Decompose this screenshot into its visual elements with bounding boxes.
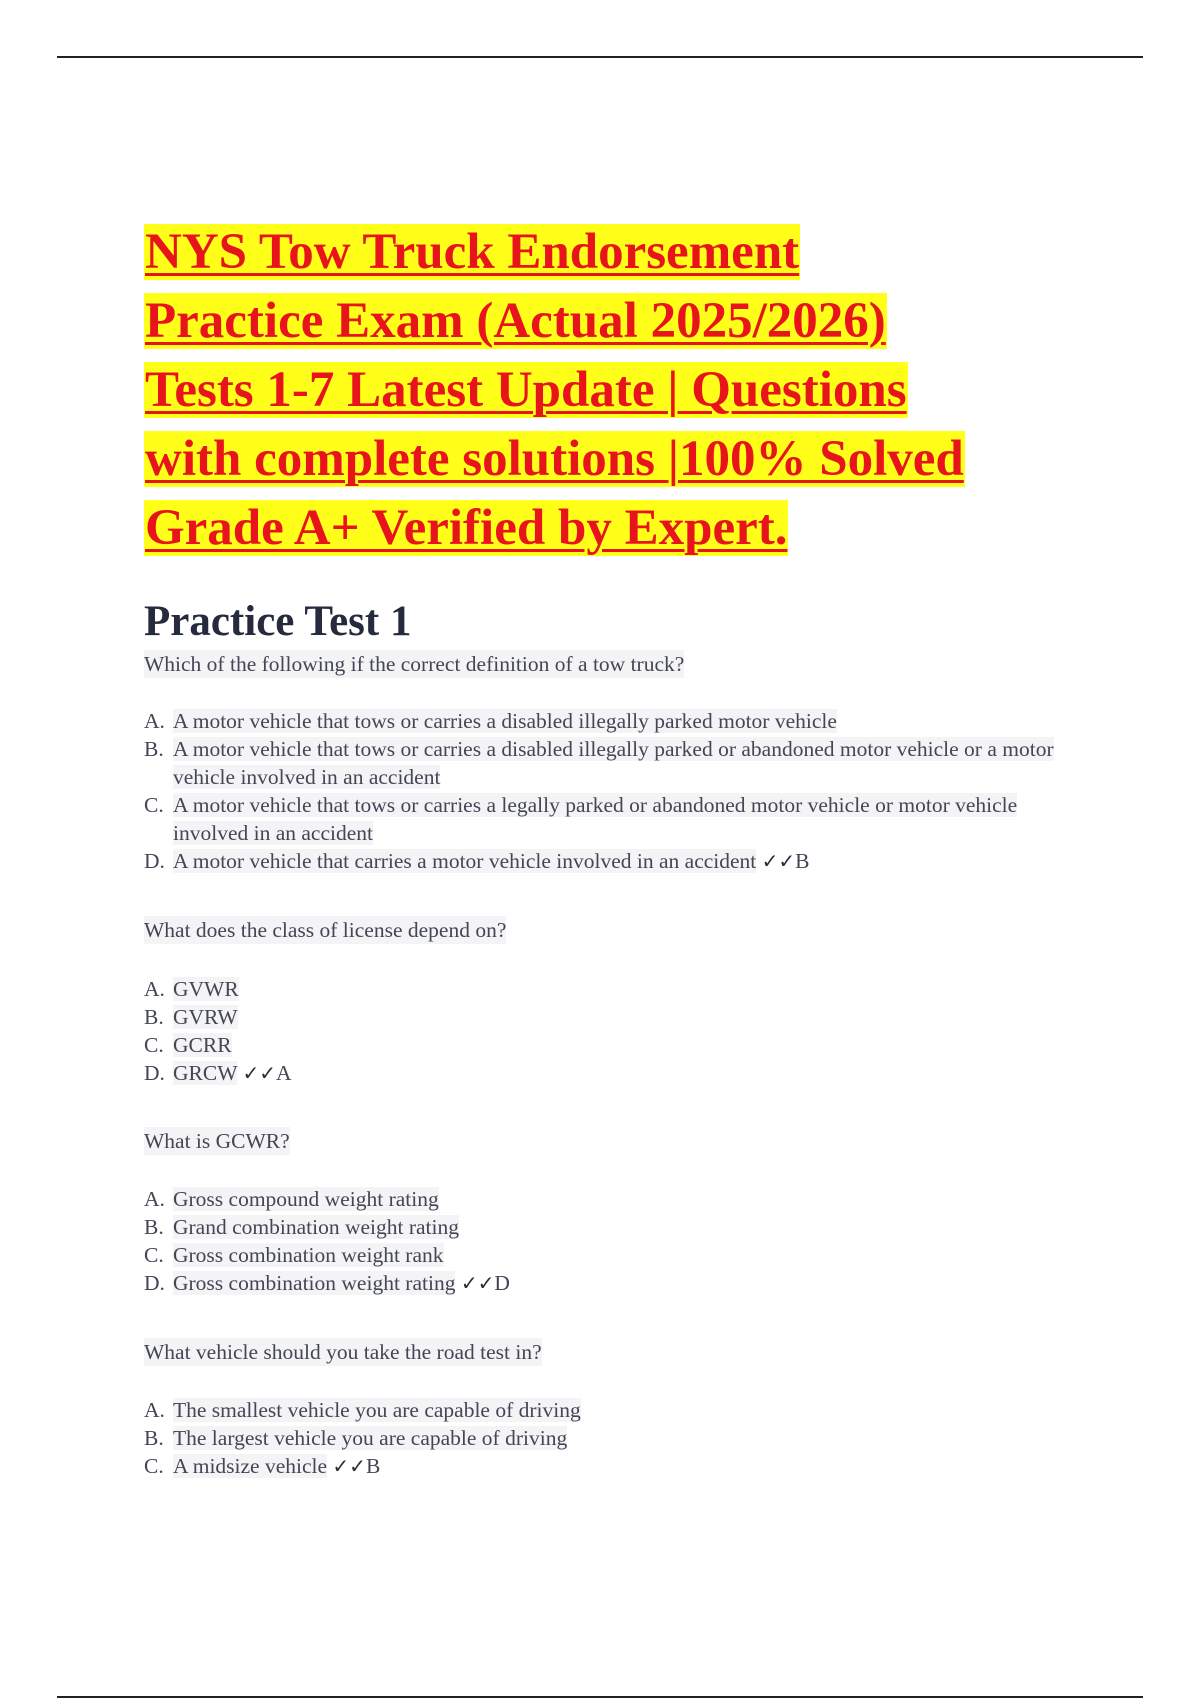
title-line-5: Grade A+ Verified by Expert. — [145, 500, 788, 556]
question-block-4 — [144, 1338, 1084, 1480]
option-letter: C. — [144, 1454, 164, 1478]
option-letter: D. — [144, 1271, 165, 1295]
option-text: GVRW — [173, 1005, 238, 1029]
answer-checkmark-icon: ✓✓ — [242, 1061, 277, 1085]
title-line-1: NYS Tow Truck Endorsement — [145, 224, 800, 280]
option-letter: A. — [144, 709, 165, 733]
section-heading: Practice Test 1 — [144, 598, 412, 645]
title-line-4: with complete solutions |100% Solved — [145, 431, 964, 487]
answer-key: B — [795, 849, 810, 873]
option-item — [144, 1185, 1084, 1213]
option-text: GCRR — [173, 1033, 232, 1057]
option-text: The largest vehicle you are capable of driving — [173, 1426, 568, 1450]
option-list — [144, 975, 1084, 1087]
question-text: What vehicle should you take the road test in? — [144, 1340, 542, 1364]
question-block-1 — [144, 650, 1084, 875]
answer-key: A — [276, 1061, 292, 1085]
option-item — [144, 1213, 1084, 1241]
option-item — [144, 735, 1084, 791]
option-letter: C. — [144, 1033, 164, 1057]
question-block-3 — [144, 1127, 1084, 1297]
title-line-3: Tests 1-7 Latest Update | Questions — [145, 362, 907, 418]
option-text: Gross combination weight rating — [173, 1271, 456, 1295]
title-line-2: Practice Exam (Actual 2025/2026) — [145, 293, 886, 349]
question-text: What is GCWR? — [144, 1129, 290, 1153]
option-item — [144, 975, 1084, 1003]
option-text: A motor vehicle that tows or carries a disabled illegally parked or abandoned motor vehicle or a motor vehicle involved in an accident — [173, 737, 1054, 789]
option-text: A motor vehicle that tows or carries a legally parked or abandoned motor vehicle or motor vehicle involved in an accident — [173, 793, 1018, 845]
option-text: Gross compound weight rating — [173, 1187, 439, 1211]
question-text: Which of the following if the correct definition of a tow truck? — [144, 652, 685, 676]
option-letter: B. — [144, 1215, 164, 1239]
option-list — [144, 707, 1084, 875]
option-text: A midsize vehicle — [173, 1454, 328, 1478]
option-letter: C. — [144, 1243, 164, 1267]
answer-key: B — [365, 1454, 381, 1478]
question-block-2 — [144, 916, 1084, 1087]
option-text: A motor vehicle that tows or carries a disabled illegally parked motor vehicle — [173, 709, 837, 733]
option-item — [144, 1452, 1084, 1480]
option-item — [144, 1424, 1084, 1452]
answer-checkmark-icon: ✓✓ — [460, 1271, 495, 1295]
option-letter: D. — [144, 849, 165, 873]
option-letter: A. — [144, 1398, 165, 1422]
option-list — [144, 1185, 1084, 1297]
option-item — [144, 1059, 1084, 1087]
answer-checkmark-icon: ✓✓ — [332, 1454, 366, 1478]
option-text: The smallest vehicle you are capable of driving — [173, 1398, 581, 1422]
option-item — [144, 791, 1084, 847]
option-letter: A. — [144, 977, 165, 1001]
option-text: GRCW — [173, 1061, 238, 1085]
option-letter: C. — [144, 793, 164, 817]
option-item — [144, 707, 1084, 735]
header-rule — [57, 56, 1143, 58]
option-letter: A. — [144, 1187, 165, 1211]
option-item — [144, 1269, 1084, 1297]
option-text: A motor vehicle that carries a motor vehicle involved in an accident — [173, 849, 757, 873]
option-letter: D. — [144, 1061, 165, 1085]
answer-key: D — [494, 1271, 510, 1295]
footer-rule — [57, 1696, 1143, 1698]
option-text: Grand combination weight rating — [173, 1215, 459, 1239]
option-letter: B. — [144, 1426, 164, 1450]
question-text: What does the class of license depend on? — [144, 918, 507, 942]
option-list — [144, 1396, 1084, 1480]
option-text: Gross combination weight rank — [173, 1243, 444, 1267]
option-item — [144, 1003, 1084, 1031]
option-text: GVWR — [173, 977, 239, 1001]
option-item — [144, 1031, 1084, 1059]
option-letter: B. — [144, 737, 164, 761]
document-title — [144, 218, 1104, 563]
option-item — [144, 1241, 1084, 1269]
option-letter: B. — [144, 1005, 164, 1029]
answer-checkmark-icon: ✓✓ — [761, 849, 796, 873]
option-item — [144, 847, 1084, 875]
option-item — [144, 1396, 1084, 1424]
